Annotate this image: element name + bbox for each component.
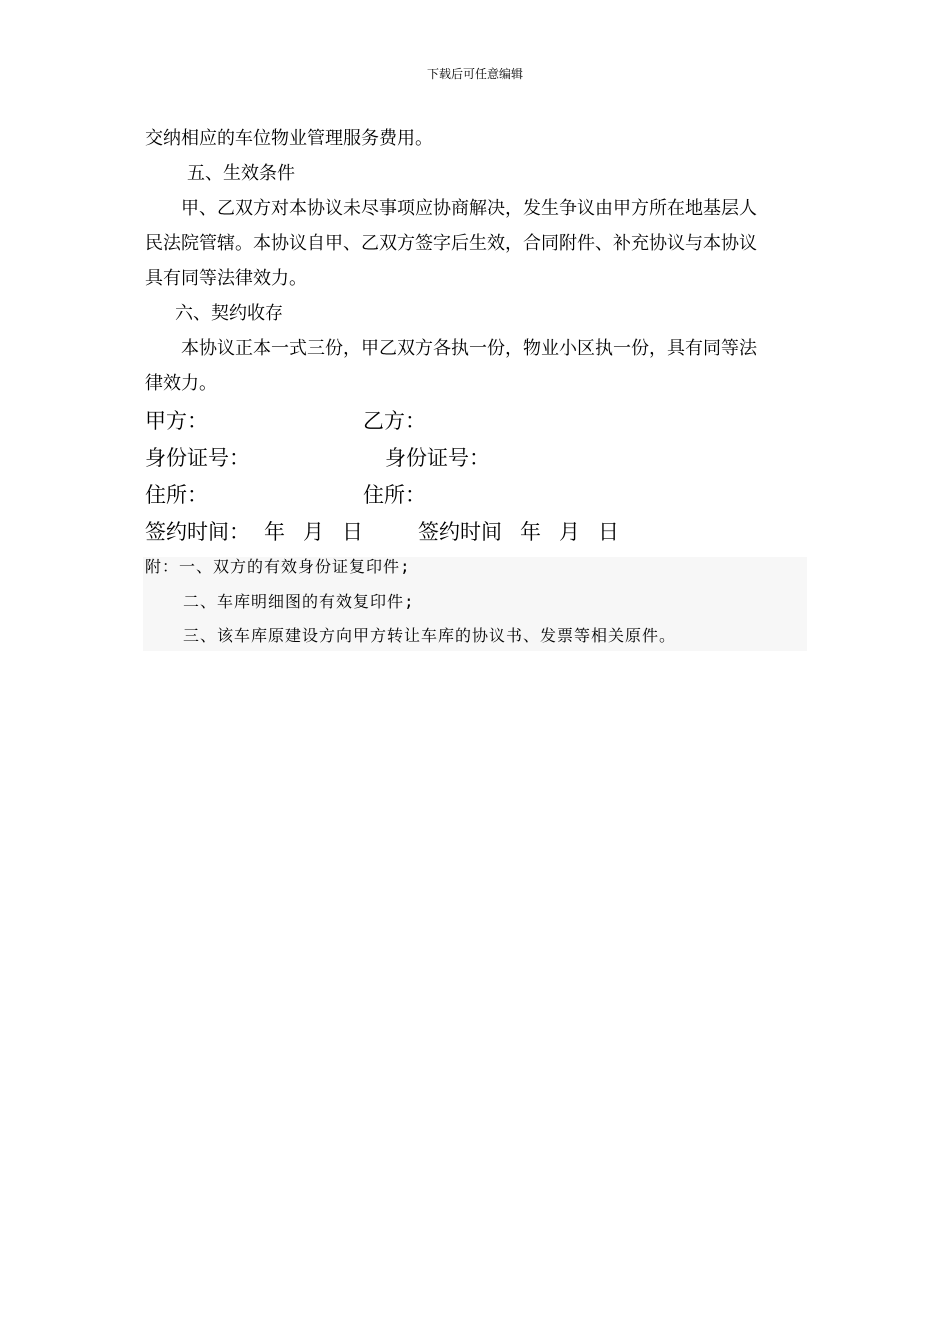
date-b-label: 签约时间 [418, 520, 502, 544]
signature-block [145, 403, 807, 551]
signature-id-row [145, 440, 807, 477]
date-b-year: 年 [520, 520, 541, 544]
date-b-group [418, 514, 619, 551]
date-b-day: 日 [598, 520, 619, 544]
page-header: 下载后可任意编辑 [426, 67, 523, 81]
signature-address-row [145, 477, 807, 514]
section-5-paragraph-line-3: 具有同等法律效力。 [145, 268, 307, 289]
id-number-b-label: 身份证号： [385, 446, 490, 470]
document-body [145, 121, 807, 551]
date-b-month: 月 [559, 520, 580, 544]
date-a-month: 月 [303, 520, 324, 544]
attachment-item-2: 二、车库明细图的有效复印件; [183, 592, 415, 611]
attachments-box [143, 557, 807, 651]
attachment-item-3: 三、该车库原建设方向甲方转让车库的协议书、发票等相关原件。 [183, 626, 677, 645]
section-6-paragraph-line-2: 律效力。 [145, 373, 217, 394]
section-5-paragraph-line-2: 民法院管辖。本协议自甲、乙双方签字后生效，合同附件、补充协议与本协议 [145, 233, 757, 254]
signature-date-row [145, 514, 807, 551]
attachment-item-1: 附：一、双方的有效身份证复印件; [145, 557, 411, 576]
date-a-day: 日 [342, 520, 363, 544]
section-5-paragraph-line-1: 甲、乙双方对本协议未尽事项应协商解决，发生争议由甲方所在地基层人 [181, 198, 757, 219]
party-b-label: 乙方： [363, 409, 426, 433]
address-b-label: 住所： [363, 483, 426, 507]
address-a-label: 住所： [145, 483, 208, 507]
date-a-label: 签约时间： [145, 520, 250, 544]
section-5-heading: 五、生效条件 [187, 163, 295, 184]
id-number-a-label: 身份证号： [145, 446, 250, 470]
section-6-heading: 六、契约收存 [175, 303, 283, 324]
section-6-paragraph-line-1: 本协议正本一式三份，甲乙双方各执一份，物业小区执一份，具有同等法 [181, 338, 757, 359]
date-a-year: 年 [264, 520, 285, 544]
paragraph-fee: 交纳相应的车位物业管理服务费用。 [145, 128, 433, 149]
party-a-label: 甲方： [145, 409, 208, 433]
date-a-group [145, 514, 363, 551]
signature-party-row [145, 403, 807, 440]
